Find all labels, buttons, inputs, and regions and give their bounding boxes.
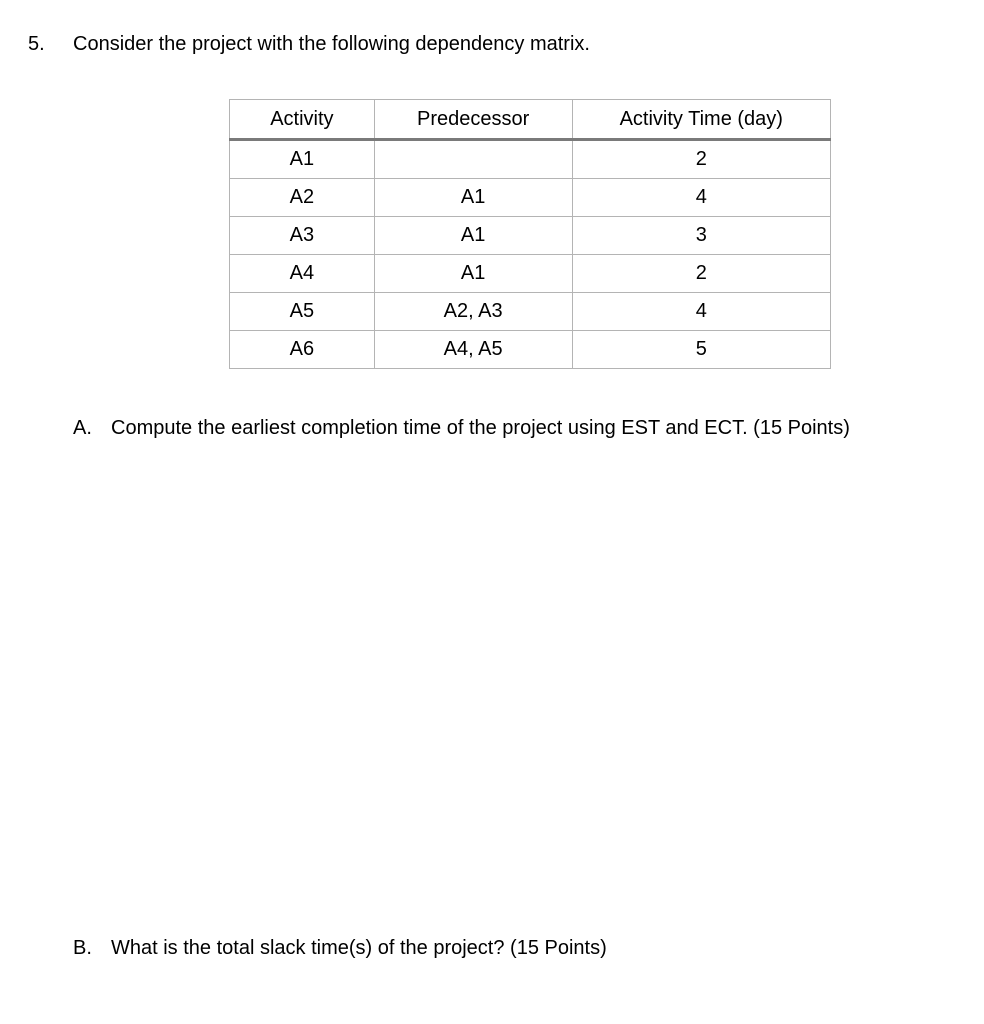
table-row: [230, 293, 831, 331]
cell-time: 4: [572, 293, 830, 331]
cell-activity: A6: [230, 331, 375, 369]
table-row: [230, 140, 831, 179]
header-predecessor: Predecessor: [374, 100, 572, 140]
cell-time: 2: [572, 255, 830, 293]
cell-activity: A2: [230, 179, 375, 217]
cell-predecessor: A1: [374, 217, 572, 255]
cell-activity: A4: [230, 255, 375, 293]
part-a-text: Compute the earliest completion time of the project using EST and ECT. (15 Points): [111, 417, 850, 439]
part-a: [73, 417, 850, 440]
table-header-row: [230, 100, 831, 140]
table-row: [230, 255, 831, 293]
cell-predecessor: A1: [374, 255, 572, 293]
header-activity-time: Activity Time (day): [572, 100, 830, 140]
table-row: [230, 331, 831, 369]
dependency-matrix-table: [229, 99, 831, 369]
question-text: Consider the project with the following dependency matrix.: [73, 33, 590, 55]
question-number: 5.: [28, 33, 45, 55]
part-b-text: What is the total slack time(s) of the project? (15 Points): [111, 937, 607, 959]
cell-time: 2: [572, 140, 830, 179]
cell-predecessor: A1: [374, 179, 572, 217]
cell-activity: A5: [230, 293, 375, 331]
cell-time: 3: [572, 217, 830, 255]
cell-predecessor: [374, 140, 572, 179]
cell-activity: A1: [230, 140, 375, 179]
cell-predecessor: A2, A3: [374, 293, 572, 331]
part-b: [73, 937, 607, 960]
cell-activity: A3: [230, 217, 375, 255]
part-a-label: A.: [73, 417, 92, 439]
cell-time: 4: [572, 179, 830, 217]
table-row: [230, 217, 831, 255]
cell-predecessor: A4, A5: [374, 331, 572, 369]
header-activity: Activity: [230, 100, 375, 140]
part-b-label: B.: [73, 937, 92, 959]
cell-time: 5: [572, 331, 830, 369]
table-row: [230, 179, 831, 217]
